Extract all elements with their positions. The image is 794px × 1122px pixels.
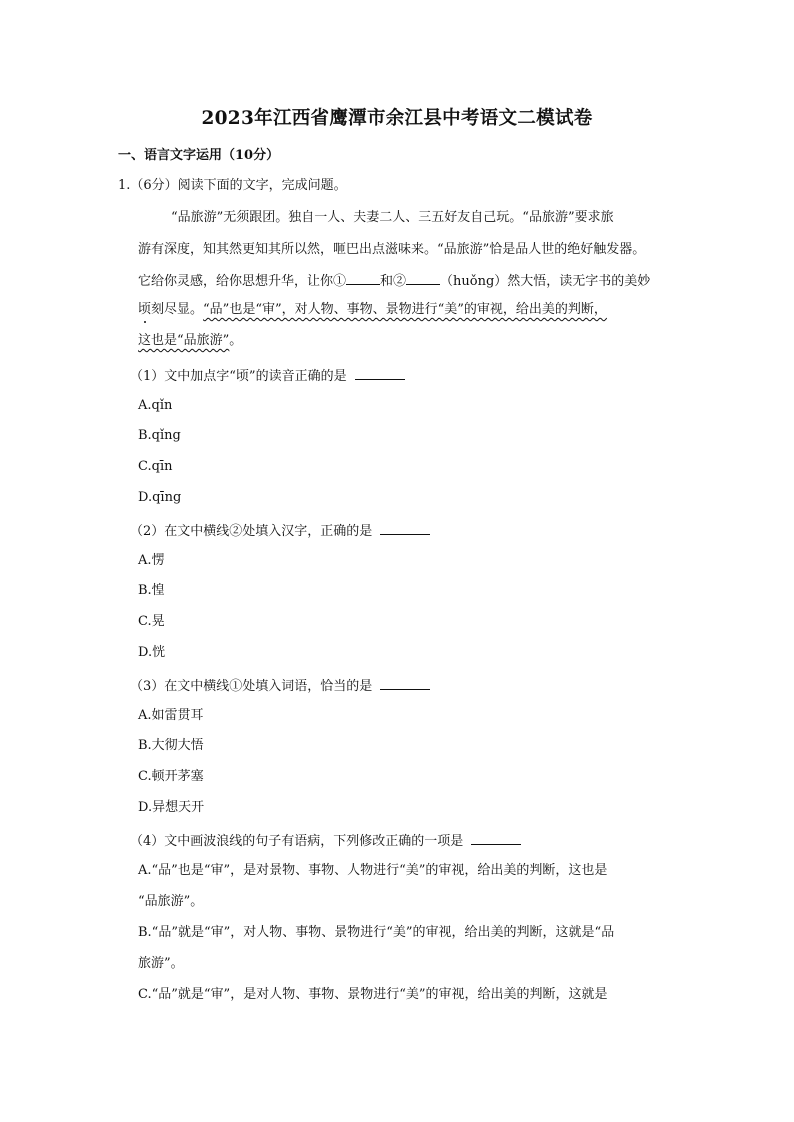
passage-line-1: “品旅游”无须跟团。独自一人、夫妻二人、三五好友自己玩。“品旅游”要求旅 <box>171 210 614 225</box>
option-4c-line-1: C.“品”就是“审”，是对人物、事物、景物进行“美”的审视，给出美的判断，这就是 <box>138 987 608 1002</box>
dotted-character: 顷 <box>138 302 152 317</box>
sub-question-4-text: （4）文中画波浪线的句子有语病，下列修改正确的一项是 <box>130 834 464 849</box>
passage-line-2: 游有深度，知其然更知其所以然，咂巴出点滋味来。“品旅游”恰是品人世的绝好触发器。 <box>138 242 646 257</box>
blank-2 <box>406 270 440 285</box>
sub-question-4 <box>130 830 521 852</box>
passage-line-4-part-a: 刻尽显。 <box>151 302 204 317</box>
passage-line-5 <box>138 331 242 351</box>
option-4b-line-1: B.“品”就是“审”，对人物、事物、景物进行“美”的审视，给出美的判断，这就是“品 <box>138 925 615 940</box>
answer-blank-2 <box>380 520 430 535</box>
sub-question-2-text: （2）在文中横线②处填入汉字，正确的是 <box>130 524 373 539</box>
section-heading: 一、语言文字运用（10分） <box>118 148 280 163</box>
option-1a: A.qǐn <box>138 398 173 413</box>
option-3d: D.异想天开 <box>138 800 205 815</box>
option-2d: D.恍 <box>138 645 166 660</box>
option-2c: C.晃 <box>138 614 165 629</box>
sub-question-3-text: （3）在文中横线①处填入词语，恰当的是 <box>130 679 373 694</box>
option-3b: B.大彻大悟 <box>138 738 204 753</box>
sub-question-3 <box>130 675 430 697</box>
passage-line-3 <box>138 270 650 292</box>
option-2a: A.愣 <box>138 553 165 568</box>
option-4a-line-2: “品旅游”。 <box>138 894 204 909</box>
passage-line-3-part-c: （huǒng）然大悟，读无字书的美妙 <box>440 274 651 289</box>
passage-line-5-end: 。 <box>229 333 243 348</box>
option-3a: A.如雷贯耳 <box>138 708 204 723</box>
answer-blank-4 <box>471 830 521 845</box>
option-1c: C.qīn <box>138 459 173 474</box>
blank-1 <box>346 270 380 285</box>
sub-question-2 <box>130 520 430 542</box>
option-2b: B.惶 <box>138 583 165 598</box>
wavy-underlined-sentence-part-2: 这也是“品旅游” <box>138 333 230 348</box>
wavy-underlined-sentence-part-1: “品”也是“审”，对人物、事物、景物进行“美”的审视，给出美的判断， <box>203 302 607 317</box>
option-1b: B.qǐng <box>138 428 181 443</box>
option-1d: D.qīng <box>138 490 182 505</box>
answer-blank-1 <box>355 365 405 380</box>
passage-line-3-part-b: 和② <box>380 274 407 289</box>
passage-line-3-part-a: 它给你灵感，给你思想升华，让你① <box>138 274 347 289</box>
sub-question-1 <box>130 365 405 387</box>
option-3c: C.顿开茅塞 <box>138 769 204 784</box>
passage-line-4 <box>138 300 607 320</box>
answer-blank-3 <box>380 675 430 690</box>
page-title: 2023年江西省鹰潭市余江县中考语文二模试卷 <box>201 108 593 129</box>
sub-question-1-text: （1）文中加点字“顷”的读音正确的是 <box>130 369 347 384</box>
option-4b-line-2: 旅游”。 <box>138 956 184 971</box>
option-4a-line-1: A.“品”也是“审”，是对景物、事物、人物进行“美”的审视，给出美的判断，这也是 <box>138 863 608 878</box>
question-1-stem: 1.（6分）阅读下面的文字，完成问题。 <box>118 178 347 193</box>
